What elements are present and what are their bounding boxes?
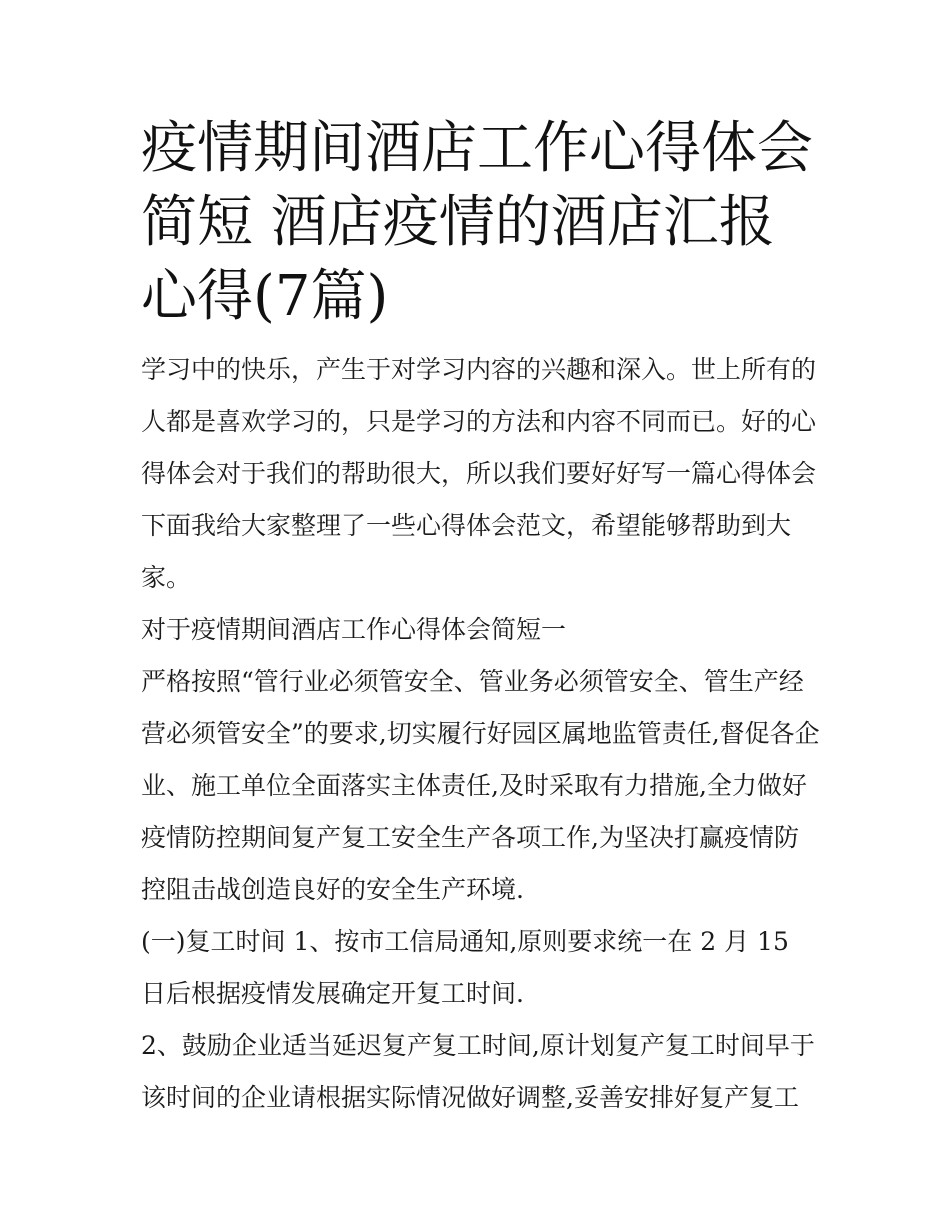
body-paragraph-resume-time: (一)复工时间 1、按市工信局通知,原则要求统一在 2 月 15 日后根据疫情发展确定开复工时间. [141,927,789,1008]
body-paragraph-requirements: 严格按照“管行业必须管安全、管业务必须管安全、管生产经营必须管安全”的要求,切实履行好园区属地监管责任,督促各企业、施工单位全面落实主体责任,及时采取有力措施,全力做好疫情防控期间复产复工安全生产各项工作,为坚决打赢疫情防控阻击战创造良好的安全生产环境. [141,667,820,904]
document-title: 疫情期间酒店工作心得体会简短 酒店疫情的酒店汇报心得(7篇) [141,116,813,329]
intro-paragraph: 学习中的快乐，产生于对学习内容的兴趣和深入。世上所有的人都是喜欢学习的，只是学习的方法和内容不同而已。好的心得体会对于我们的帮助很大，所以我们要好好写一篇心得体会下面我给大家整理了一些心得体会范文，希望能够帮助到大家。 [141,355,817,592]
document-page [141,112,821,1124]
body-paragraph-delay: 2、鼓励企业适当延迟复产复工时间,原计划复产复工时间早于该时间的企业请根据实际情况做好调整,妥善安排好复产复工 [141,1031,815,1112]
section-heading: 对于疫情期间酒店工作心得体会简短一 [141,615,567,644]
